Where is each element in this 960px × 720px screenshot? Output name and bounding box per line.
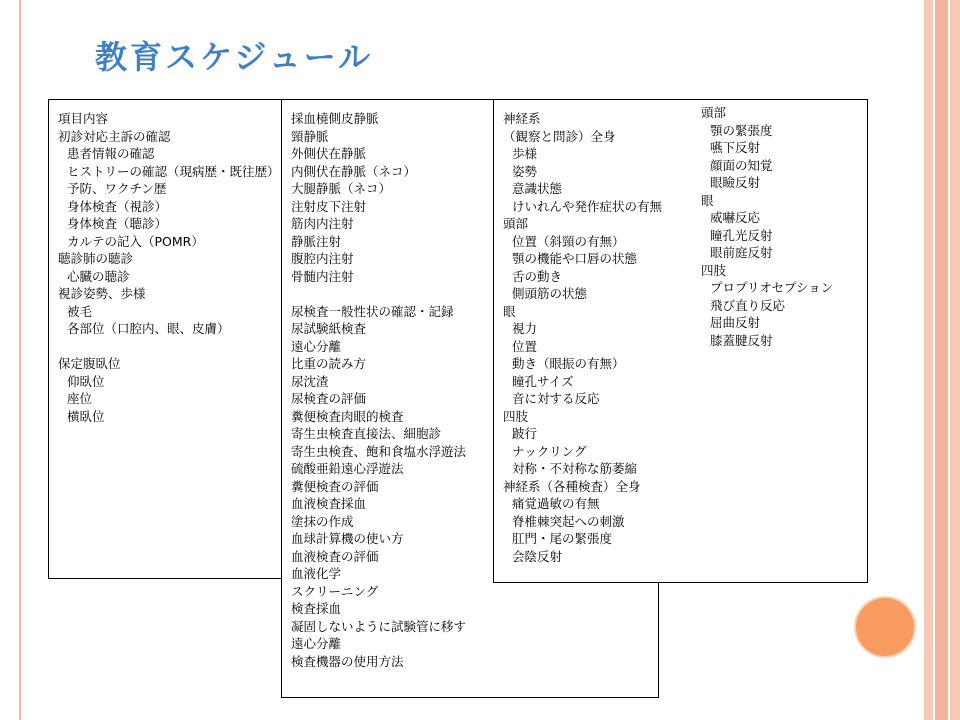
schedule-item: 遠心分離 (291, 636, 342, 651)
schedule-subitem: 患者情報の確認 (67, 146, 155, 161)
schedule-subitem: けいれんや発作症状の有無 (512, 198, 663, 214)
schedule-subitem: 会陰反射 (512, 548, 563, 564)
schedule-item: 四肢 (701, 262, 727, 278)
schedule-subitem: 痛覚過敏の有無 (512, 496, 600, 511)
schedule-item: 頭部 (503, 216, 529, 231)
schedule-item: 糞便検査の評価 (291, 478, 379, 494)
schedule-subitem: カルテの記入（POMR） (67, 233, 204, 249)
neurology-list-right (701, 104, 861, 349)
schedule-item: 四肢 (503, 408, 529, 424)
schedule-item: 検査機器の使用方法 (291, 653, 404, 669)
schedule-subitem: 視力 (512, 321, 538, 336)
schedule-item: 頭部 (701, 105, 727, 120)
schedule-item: 硫酸亜鉛遠心浮遊法 (291, 461, 404, 476)
schedule-subitem: 顎の機能や口唇の状態 (512, 251, 638, 266)
schedule-item: 糞便検査肉眼的検査 (291, 408, 404, 424)
schedule-subitem: 眼前庭反射 (710, 245, 773, 260)
schedule-item: （観察と問診）全身 (503, 128, 616, 144)
schedule-item: 眼 (503, 303, 516, 319)
schedule-item: 凝固しないように試験管に移す (291, 618, 467, 634)
schedule-subitem: 歩様 (512, 146, 538, 161)
right-decorative-stripes (922, 0, 960, 720)
schedule-item: 初診対応主訴の確認 (58, 128, 171, 144)
schedule-subitem: 位置 (512, 338, 538, 354)
schedule-subitem: ヒストリーの確認（現病歴・既往歴） (67, 163, 280, 179)
schedule-subitem: 位置（斜頸の有無） (512, 233, 625, 249)
schedule-item: 遠心分離 (291, 338, 342, 354)
schedule-subitem: 心臓の聴診 (67, 268, 130, 284)
schedule-subitem: 肛門・尾の緊張度 (512, 531, 613, 546)
schedule-subitem: 威嚇反応 (710, 210, 761, 225)
schedule-subitem: 被毛 (67, 303, 93, 319)
schedule-item: 血液検査の評価 (291, 548, 379, 564)
schedule-item: 眼 (701, 192, 714, 208)
schedule-item: 寄生虫検査、飽和食塩水浮遊法 (291, 443, 467, 459)
schedule-subitem: プロプリオセプション (710, 280, 834, 295)
schedule-item: 尿試験紙検査 (291, 321, 367, 336)
schedule-item: 採血橈側皮静脈 (291, 111, 379, 126)
schedule-subitem: 屈曲反射 (710, 315, 761, 330)
schedule-item: 尿検査一般性状の確認・記録 (291, 303, 454, 319)
schedule-subitem: 姿勢 (512, 163, 538, 179)
schedule-item: 保定腹臥位 (58, 356, 121, 371)
schedule-subitem: 座位 (67, 391, 93, 406)
decorative-orange-circle (856, 598, 914, 656)
schedule-item: 注射皮下注射 (291, 198, 367, 214)
schedule-item: 血液化学 (291, 566, 342, 581)
schedule-subitem: 音に対する反応 (512, 391, 600, 406)
basic-exam-list (58, 110, 298, 425)
schedule-subitem: 側頭筋の状態 (512, 286, 588, 301)
schedule-item: 頸静脈 (291, 128, 329, 144)
schedule-subitem: 膝蓋腱反射 (710, 332, 773, 348)
schedule-subitem: 瞳孔サイズ (512, 373, 574, 389)
schedule-subitem: 脊椎棘突起への刺激 (512, 513, 625, 529)
schedule-subitem: ナックリング (512, 443, 587, 459)
schedule-item: 尿検査の評価 (291, 391, 367, 406)
schedule-item: 神経系（各種検査）全身 (503, 478, 641, 494)
schedule-subitem: 仰臥位 (67, 373, 105, 389)
schedule-subitem: 身体検査（視診） (67, 198, 168, 214)
schedule-subitem: 予防、ワクチン歴 (67, 181, 167, 196)
schedule-item: 外側伏在静脈 (291, 146, 367, 161)
schedule-item: 神経系 (503, 111, 541, 126)
schedule-subitem: 動き（眼振の有無） (512, 356, 625, 371)
schedule-item: 視診姿勢、歩様 (58, 286, 146, 301)
schedule-subitem: 対称・不対称な筋萎縮 (512, 461, 638, 476)
neurology-list-left (503, 110, 701, 565)
schedule-subitem: 各部位（口腔内、眼、皮膚） (67, 321, 230, 336)
schedule-item: 血液検査採血 (291, 496, 367, 511)
schedule-box-basic-exam (48, 99, 305, 579)
schedule-subitem: 瞳孔光反射 (710, 227, 773, 243)
schedule-item: 血球計算機の使い方 (291, 531, 404, 546)
schedule-subitem: 飛び直り反応 (710, 297, 786, 313)
schedule-subitem: 嚥下反射 (710, 140, 761, 155)
schedule-item: 内側伏在静脈（ネコ） (291, 163, 417, 179)
schedule-item: 尿沈渣 (291, 373, 329, 389)
left-border-line (19, 0, 21, 720)
schedule-item: 比重の読み方 (291, 356, 367, 371)
schedule-subitem: 身体検査（聴診） (67, 216, 168, 231)
page-title: 教育スケジュール (95, 38, 374, 76)
schedule-item: 骨髄内注射 (291, 268, 354, 284)
schedule-subitem: 顔面の知覚 (710, 157, 773, 173)
schedule-item: 筋肉内注射 (291, 216, 354, 231)
schedule-item: 塗抹の作成 (291, 513, 354, 529)
schedule-subitem: 横臥位 (67, 408, 105, 424)
schedule-subitem: 舌の動き (512, 268, 563, 284)
schedule-item: スクリーニング (291, 583, 379, 599)
schedule-item: 腹腔内注射 (291, 251, 354, 266)
schedule-subitem: 意識状態 (512, 181, 563, 196)
schedule-subitem: 眼瞼反射 (710, 175, 761, 190)
schedule-item: 寄生虫検査直接法、細胞診 (291, 426, 442, 441)
schedule-subitem: 顎の緊張度 (710, 122, 773, 138)
spacer-line (58, 338, 298, 356)
schedule-item: 静脈注射 (291, 233, 342, 249)
schedule-subitem: 跛行 (512, 426, 538, 441)
schedule-item: 大腿静脈（ネコ） (291, 181, 392, 196)
schedule-item: 項目内容 (58, 111, 109, 126)
schedule-box-neurology (493, 99, 868, 583)
schedule-item: 検査採血 (291, 601, 342, 616)
schedule-item: 聴診肺の聴診 (58, 251, 134, 266)
